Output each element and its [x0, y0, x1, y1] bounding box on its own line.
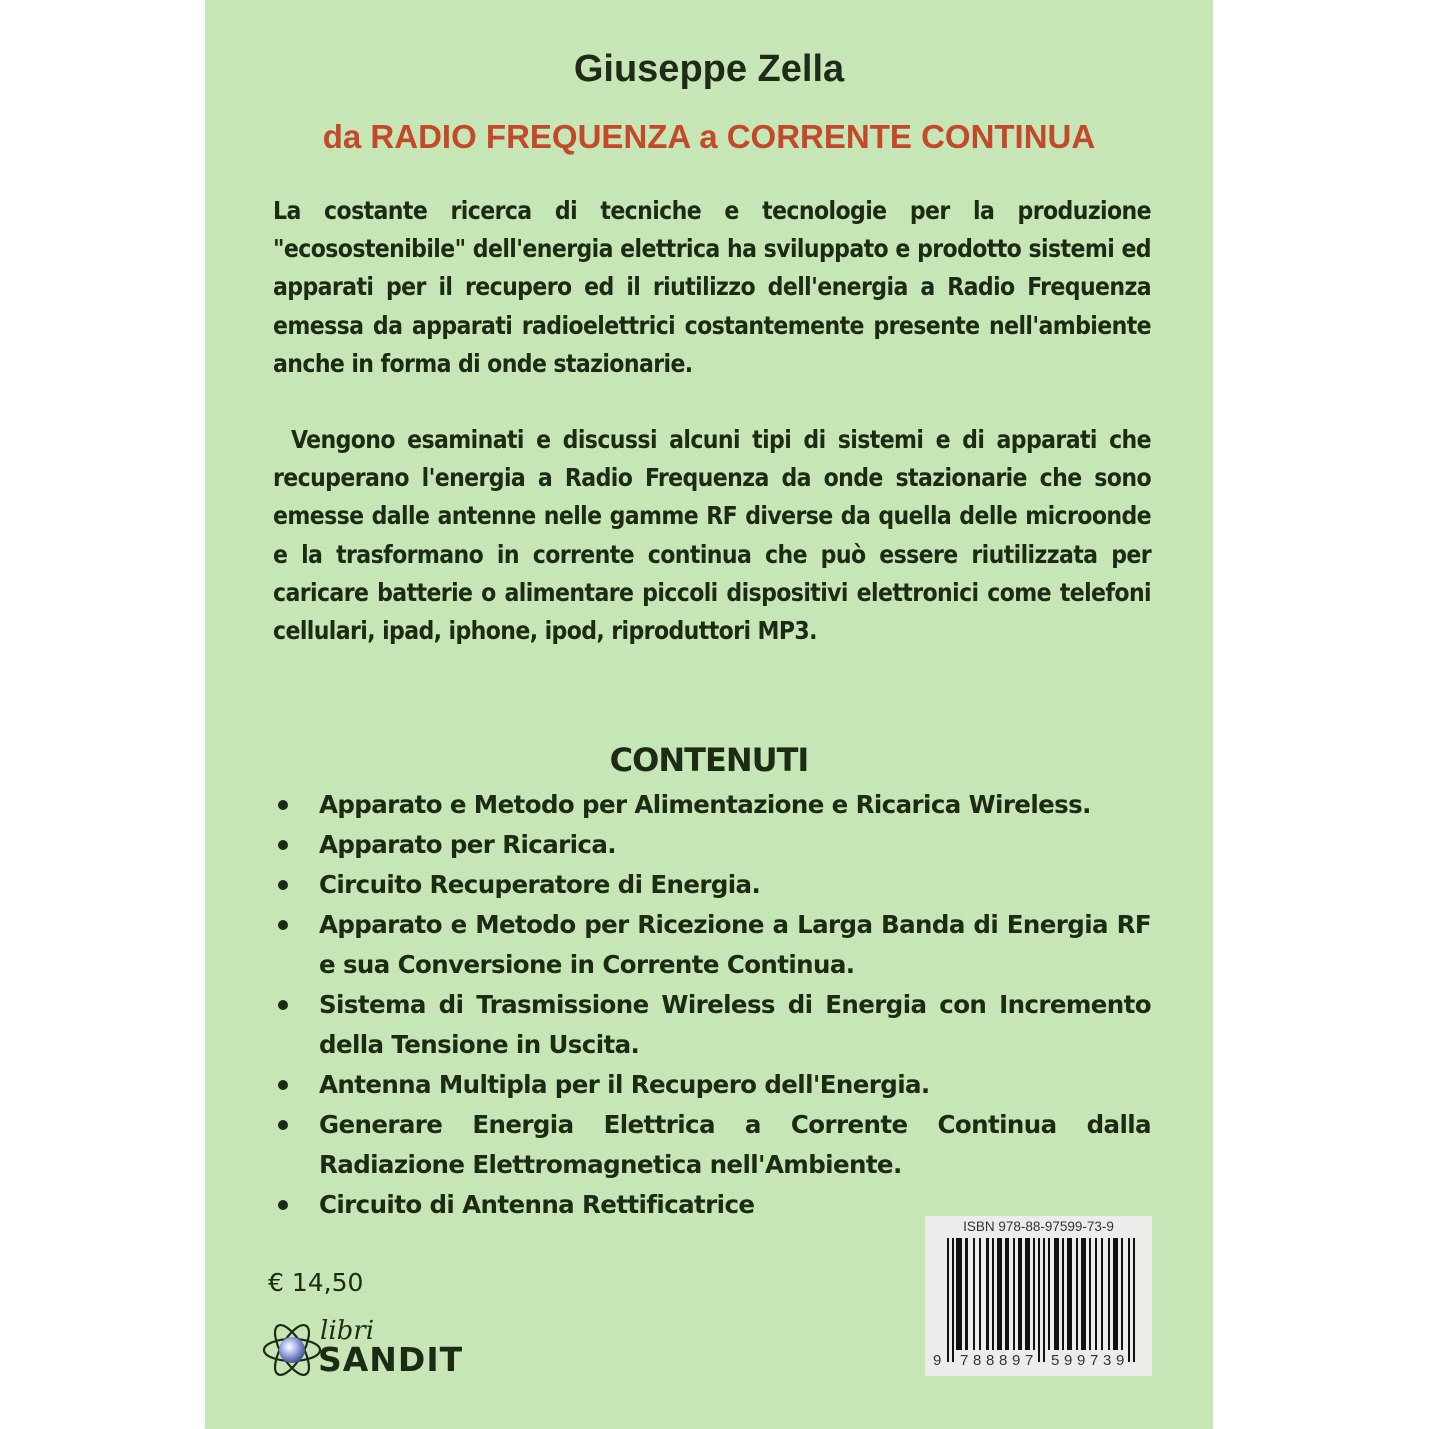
- atom-icon: [260, 1318, 324, 1382]
- contents-item: Sistema di Trasmissione Wireless di Energia con Incremento della Tensione in Uscita.: [273, 985, 1151, 1065]
- book-back-cover: [205, 0, 1213, 1429]
- publisher-line2: SANDIT: [318, 1340, 464, 1379]
- isbn-label: ISBN 978-88-97599-73-9: [963, 1219, 1114, 1234]
- book-title: da RADIO FREQUENZA a CORRENTE CONTINUA: [322, 118, 1096, 155]
- publisher-logo: [260, 1316, 464, 1382]
- contents-item: Antenna Multipla per il Recupero dell'Energia.: [273, 1065, 1151, 1105]
- contents-item: Circuito di Antenna Rettificatrice: [273, 1185, 1151, 1225]
- bullet-icon: [278, 1200, 288, 1210]
- contents-item: Generare Energia Elettrica a Corrente Continua dalla Radiazione Elettromagnetica nell'Ambiente.: [273, 1105, 1151, 1185]
- bullet-icon: [278, 1000, 288, 1010]
- contents-item: Apparato per Ricarica.: [273, 825, 1151, 865]
- bullet-icon: [278, 1120, 288, 1130]
- contents-item: Circuito Recuperatore di Energia.: [273, 865, 1151, 905]
- description-paragraph-2: Vengono esaminati e discussi alcuni tipi di sistemi e di apparati che recuperano l'energia a Radio Frequenza da onde stazionarie che sono emesse dalle antenne nelle gamme RF diverse da quella delle microonde e la trasformano in corrente continua che può essere riutilizzata per caricare batterie o alimentare piccoli dispositivi elettronici come telefoni cellulari, ipad, iphone, ipod, riproduttori MP3.: [273, 425, 1151, 646]
- bullet-icon: [278, 1080, 288, 1090]
- price-label: € 14,50: [268, 1268, 364, 1297]
- contents-item: Apparato e Metodo per Ricezione a Larga Banda di Energia RF e sua Conversione in Corrente Continua.: [273, 905, 1151, 985]
- barcode-icon: [947, 1238, 1137, 1366]
- description-paragraph-1: La costante ricerca di tecniche e tecnologie per la produzione "ecosostenibile" dell'energia elettrica ha sviluppato e prodotto sistemi ed apparati per il recupero ed il riutilizzo dell'energia a Radio Frequenza emessa da apparati radioelettrici costantemente presente nell'ambiente anche in forma di onde stazionarie.: [273, 196, 1151, 378]
- contents-list: [273, 785, 1151, 1225]
- bullet-icon: [278, 880, 288, 890]
- isbn-barcode-box: ISBN 978-88-97599-73-9 9 7 8 8 8 9 7 5 9 9 7 3 9: [925, 1216, 1152, 1376]
- contents-item: Apparato e Metodo per Alimentazione e Ricarica Wireless.: [273, 785, 1151, 825]
- bullet-icon: [278, 840, 288, 850]
- contents-heading: CONTENUTI: [609, 741, 809, 779]
- bullet-icon: [278, 800, 288, 810]
- bullet-icon: [278, 920, 288, 930]
- author-name: Giuseppe Zella: [573, 48, 845, 90]
- publisher-line1: libri: [320, 1316, 375, 1346]
